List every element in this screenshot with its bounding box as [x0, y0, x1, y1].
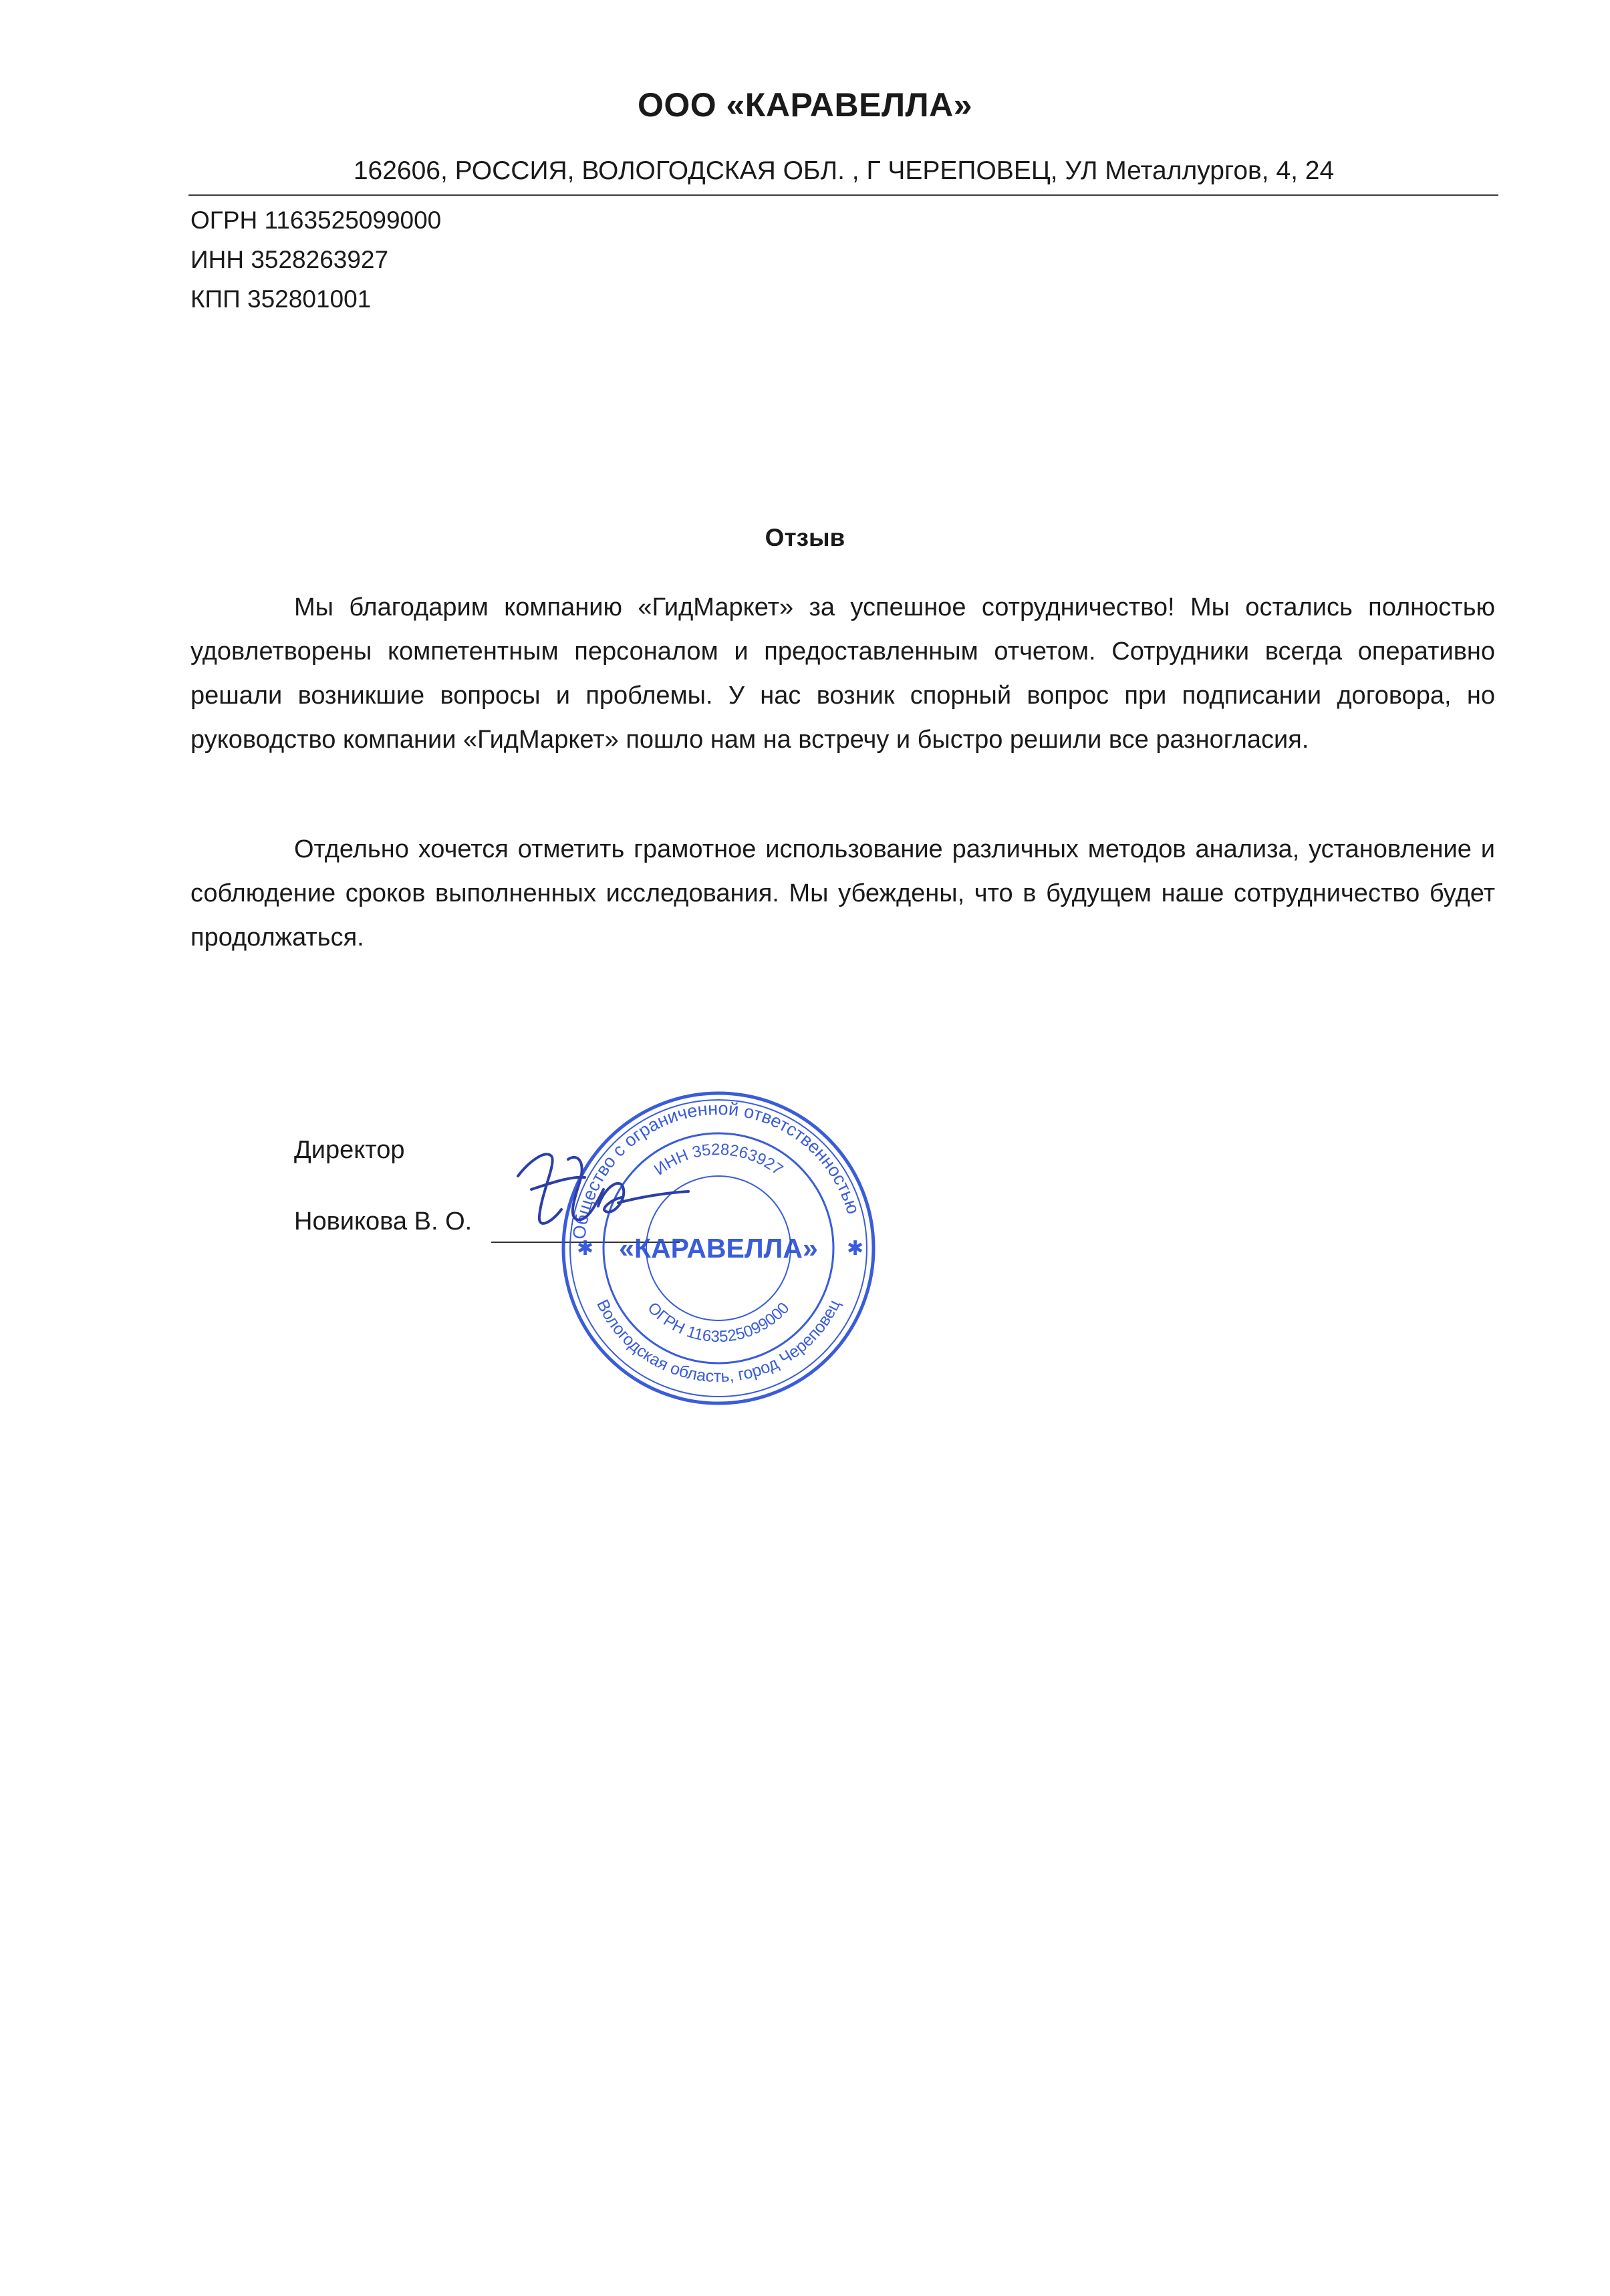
signatory-position: Директор [294, 1136, 405, 1164]
header-divider [188, 194, 1498, 196]
seal-outer-text: Общество с ограниченной ответственностью [569, 1098, 863, 1241]
seal-star-left-icon: ✱ [577, 1238, 594, 1260]
seal-outer-bottom-text: Вологодская область, город Череповец [593, 1296, 844, 1387]
letter-title: Отзыв [765, 524, 845, 551]
company-name: ООО «КАРАВЕЛЛА» [637, 86, 973, 124]
body-paragraph: Мы благодарим компанию «ГидМаркет» за успешное сотрудничество! Мы остались полностью удовлетворены компетентным персоналом и предоставленным отчетом. Сотрудники всегда оперативно решали возникшие вопросы и проблемы. У нас возник спорный вопрос при подписании договора, но руководство компании «ГидМаркет» пошло нам на встречу и быстро решили все разногласия. [190, 593, 1495, 754]
seal-ogrn-text: ОГРН 1163525099000 [644, 1298, 793, 1346]
company-address: 162606, РОССИЯ, ВОЛОГОДСКАЯ ОБЛ. , Г ЧЕРЕПОВЕЦ, УЛ Металлургов, 4, 24 [353, 156, 1335, 185]
inn-line: ИНН 3528263927 [190, 246, 389, 273]
signatory-name: Новикова В. О. [294, 1207, 473, 1236]
seal-inn-text: ИНН 3528263927 [650, 1140, 787, 1179]
seal-star-right-icon: ✱ [847, 1238, 864, 1260]
seal-center-text: «КАРАВЕЛЛА» [619, 1233, 818, 1264]
svg-text:ОГРН 1163525099000 [644, 1299, 793, 1346]
registration-details [190, 200, 441, 319]
ogrn-line: ОГРН 1163525099000 [190, 206, 442, 234]
kpp-line: КПП 352801001 [190, 285, 372, 313]
handwritten-signature [505, 1136, 712, 1263]
body-paragraph: Отдельно хочется отметить грамотное использование различных методов анализа, установление и соблюдение сроков выполненных исследования. Мы убеждены, что в будущем наше сотрудничество будет продолжаться. [190, 835, 1495, 952]
